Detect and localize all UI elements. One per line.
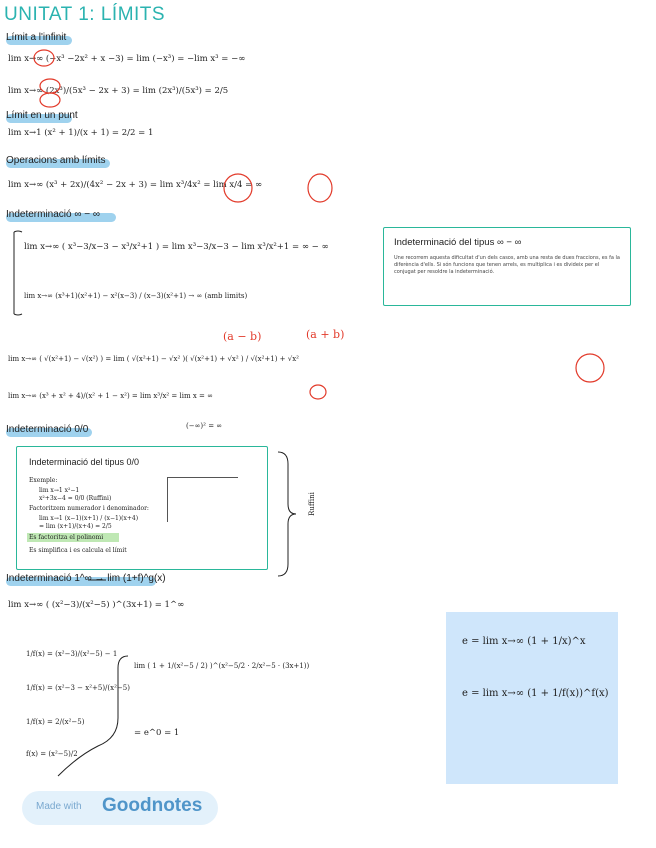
formula-line: lim x→∞ (x³ + x² + 4)/(x² + 1 − x²) = lim x³/x² = lim x = ∞ [8, 392, 213, 400]
bracket-stroke [14, 314, 22, 315]
red-circle [40, 93, 60, 107]
formula-line: lim x→∞ ( x³−3/x−3 − x³/x²+1 ) = lim x³−3/x−3 − lim x³/x²+1 = ∞ − ∞ [24, 242, 329, 252]
red-circle [40, 79, 60, 93]
badge-brand: Goodnotes [102, 795, 203, 816]
formula-line: lim x→∞ ( √(x²+1) − √(x²) ) = lim ( √(x²+1) − √x² )( √(x²+1) + √x² ) / √(x²+1) + √x² [8, 355, 299, 363]
conjugate-label: (a + b) [306, 328, 345, 341]
note-line: = lim (x+1)/(x+4) = 2/5 [39, 523, 112, 530]
note-formula: e = lim x→∞ (1 + 1/f(x))^f(x) [462, 688, 609, 699]
red-circle [308, 174, 332, 202]
red-circle [310, 385, 326, 399]
formula-line: lim x→∞ (−x³ −2x² + x −3) = lim (−x³) = −lim x³ = −∞ [8, 54, 246, 64]
formula-line: lim x→∞ (x³ + 2x)/(4x² − 2x + 3) = lim x³/4x² = lim x/4 = ∞ [8, 180, 263, 190]
formula-line: lim x→1 (x² + 1)/(x + 1) = 2/2 = 1 [8, 128, 154, 138]
note-line: lim x→1 x²−1 [39, 487, 80, 494]
note-line: x²+3x−4 = 0/0 (Ruffini) [39, 495, 112, 502]
side-note: Ruffini [307, 492, 316, 516]
section-heading: Indeterminació 1^∞ → lim (1+f)^g(x) [6, 573, 166, 584]
step-line: 1/f(x) = 2/(x²−5) [26, 718, 85, 726]
badge-made-with: Made with [36, 801, 82, 812]
brace-stroke [278, 452, 296, 576]
section-heading: Indeterminació 0/0 [6, 424, 89, 435]
section-heading: Operacions amb límits [6, 155, 106, 166]
formula-line: lim x→∞ ( (x²−3)/(x²−5) )^(3x+1) = 1^∞ [8, 600, 185, 610]
formula-line: (−∞)² = ∞ [186, 422, 223, 430]
note-line: Factoritzem numerador i denominador: [29, 505, 149, 512]
note-line: lim x→1 (x−1)(x+1) / (x−1)(x+4) [39, 515, 139, 522]
note-box-body: Une recorrem aquesta dificultat d'un dels casos, amb una resta de dues fraccions, es fa la diferència d'ells. Si són funcions que tenen arrels, es multiplica i es divideix per el conjugat per resoldre la indeterminació. [394, 255, 620, 275]
red-circle [34, 50, 54, 66]
formula-line: lim x→∞ (x³+1)(x²+1) − x²(x−3) / (x−3)(x²+1) → ∞ (amb limits) [24, 292, 248, 300]
note-line: Es factoritza el polinomi [29, 534, 104, 541]
red-circle [224, 174, 252, 202]
page-title: UNITAT 1: LÍMITS [4, 4, 166, 25]
note-line: Es simplifica i es calcula el límit [29, 547, 127, 554]
section-heading: Límit a l'infinit [6, 32, 67, 43]
step-line: 1/f(x) = (x²−3 − x²+5)/(x²−5) [26, 684, 130, 692]
arrow-stroke [58, 656, 128, 776]
formula-line: lim x→∞ (2x³)/(5x³ − 2x + 3) = lim (2x³)/(5x³) = 2/5 [8, 86, 229, 96]
note-box-title: Indeterminació del tipus 0/0 [29, 457, 140, 467]
note-box-title: Indeterminació del tipus ∞ − ∞ [394, 237, 522, 248]
formula-line: lim ( 1 + 1/(x²−5 / 2) )^(x²−5/2 · 2/x²−5 · (3x+1)) [134, 662, 310, 670]
note-formula: e = lim x→∞ (1 + 1/x)^x [462, 636, 586, 647]
formula-line: = e^0 = 1 [134, 728, 180, 738]
bracket-stroke [14, 231, 22, 232]
step-line: f(x) = (x²−5)/2 [26, 750, 78, 758]
note-line: Exemple: [29, 477, 58, 484]
section-heading: Indeterminació ∞ − ∞ [6, 209, 101, 220]
red-circle [576, 354, 604, 382]
conjugate-label: (a − b) [223, 330, 262, 343]
section-heading: Límit en un punt [6, 110, 78, 121]
step-line: 1/f(x) = (x²−3)/(x²−5) − 1 [26, 650, 118, 658]
